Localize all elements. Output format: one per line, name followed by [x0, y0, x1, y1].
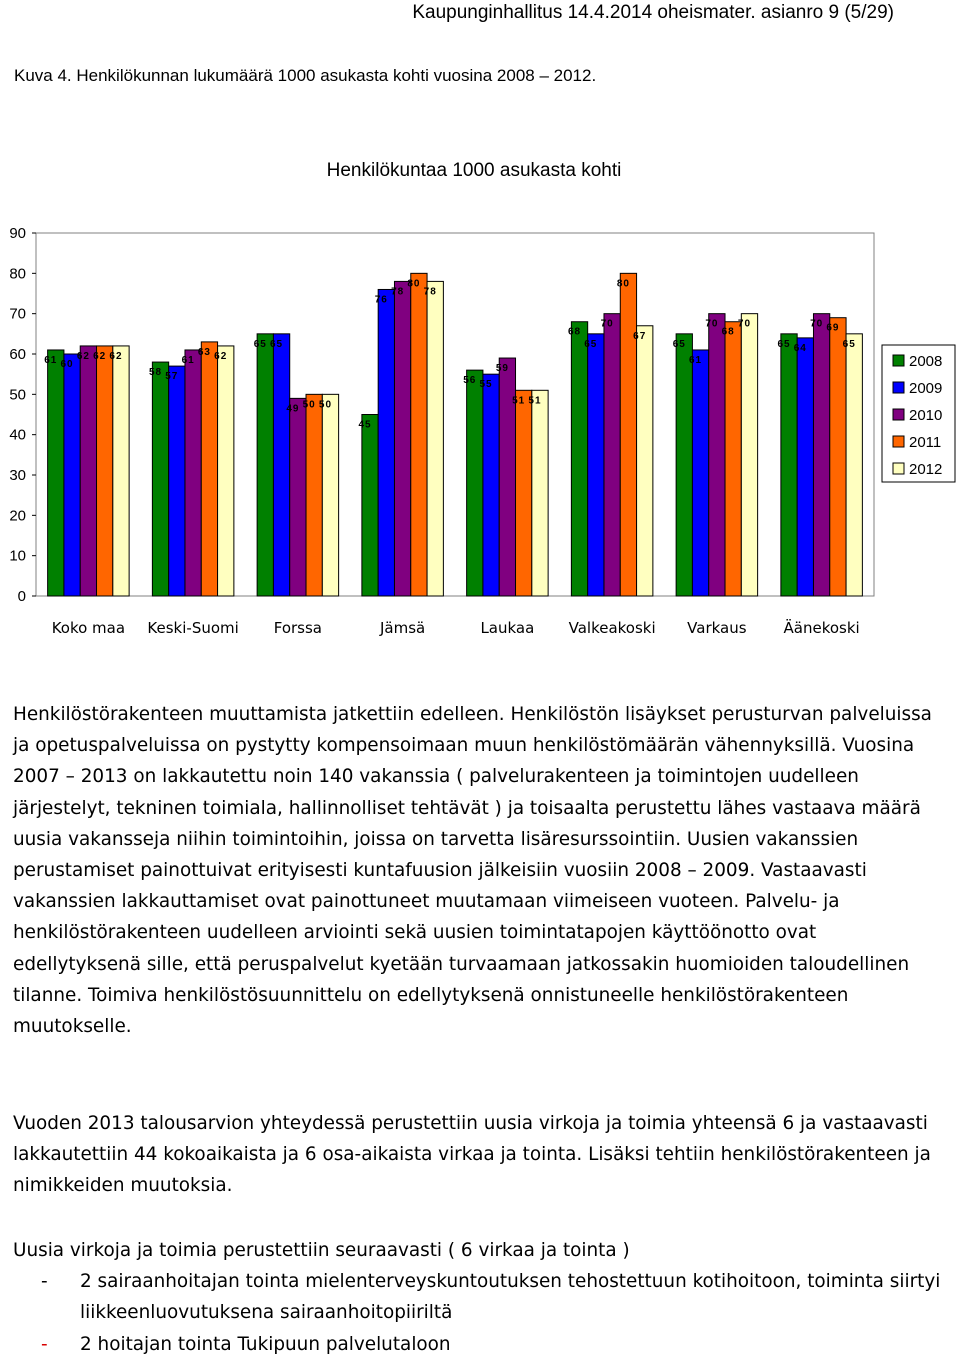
- legend-label: 2008: [909, 353, 943, 370]
- category-label: Äänekoski: [783, 619, 860, 637]
- data-label: 50: [318, 399, 333, 411]
- data-label: 55: [479, 379, 493, 391]
- data-label: 62: [93, 350, 107, 362]
- legend-swatch: [893, 409, 904, 420]
- bar: [169, 366, 185, 596]
- page-header: Kaupunginhallitus 14.4.2014 oheismater. asianro 9 (5/29): [412, 2, 894, 23]
- positions-list: [13, 1266, 943, 1360]
- data-label: 65: [672, 338, 686, 350]
- list-item: [13, 1266, 943, 1328]
- list-item-text: 2 hoitajan tointa Tukipuun palvelutaloon: [80, 1333, 451, 1355]
- bar: [394, 281, 410, 596]
- bar: [64, 354, 80, 596]
- list-item: [13, 1329, 943, 1360]
- bar: [604, 314, 620, 596]
- data-label: 67: [633, 330, 647, 342]
- data-label: 65: [253, 338, 267, 350]
- data-label: 61: [44, 354, 58, 366]
- paragraph-text: Henkilöstörakenteen muuttamista jatkettiin edelleen. Henkilöstön lisäykset perusturvan palveluissa ja opetuspalveluissa on pystytty kompensoimaan muun henkilöstömäärän vähennyksillä. Vuosina 2007 – 2013 on lakkautettu noin 140 vakanssia ( palvelurakenteen ja toimintojen uudelleen järjestelyt, tekninen toimiala, hallinnolliset tehtävät ) ja toisaalta perustettu lähes vastaava määrä uusia vakansseja niihin toimintoihin, joissa on tarvetta lisäresurssointiin. Uusien vakanssien perustamiset painottuivat erityisesti kuntafuusion jälkeisiin vuosiin 2008 – 2009. Vastaavasti vakanssien lakkauttamiset ovat painottuneet muutamaan viimeiseen vuoteen. Palvelu- ja henkilöstörakenteen uudelleen arviointi sekä uusien toimintatapojen käyttöönotto ovat edellytyksenä sille, että peruspalvelut kyetään turvaamaan jatkossakin huomioiden taloudellinen tilanne. Toimiva henkilöstösuunnittelu on edellytyksenä onnistuneelle henkilöstörakenteen muutokselle.: [13, 704, 932, 1038]
- legend-label: 2009: [909, 380, 943, 397]
- legend-swatch: [893, 463, 904, 474]
- category-label: Valkeakoski: [568, 619, 656, 637]
- data-label: 59: [495, 363, 509, 375]
- data-label: 68: [721, 326, 735, 338]
- bar: [797, 338, 813, 596]
- new-positions-section: [13, 1235, 943, 1360]
- category-label: Jämsä: [380, 619, 426, 637]
- data-label: 62: [109, 350, 123, 362]
- data-label: 70: [705, 318, 719, 330]
- data-label: 62: [76, 350, 90, 362]
- data-label: 50: [302, 399, 316, 411]
- paragraph-staff-structure: [13, 699, 943, 1042]
- bar: [741, 314, 757, 596]
- bar: [725, 322, 741, 596]
- category-label: Laukaa: [480, 619, 535, 637]
- y-tick-label: 70: [9, 305, 26, 323]
- data-label: 65: [584, 338, 598, 350]
- data-label: 61: [181, 354, 195, 366]
- data-label: 65: [270, 338, 284, 350]
- list-dash: -: [41, 1333, 48, 1355]
- data-label: 69: [826, 322, 840, 334]
- bar: [637, 326, 653, 596]
- legend-swatch: [893, 436, 904, 447]
- bar: [218, 346, 234, 596]
- bar: [499, 358, 515, 596]
- list-item-text: 2 sairaanhoitajan tointa mielenterveyskuntoutuksen tehostettuun kotihoitoon, toiminta siirtyi liikkeenluovutuksena sairaanhoitopiiriltä: [80, 1271, 941, 1324]
- bar: [830, 318, 846, 596]
- data-label: 63: [197, 346, 211, 358]
- data-label: 68: [567, 326, 582, 338]
- legend: [882, 345, 955, 482]
- data-label: 80: [616, 278, 630, 290]
- category-label: Varkaus: [687, 619, 747, 637]
- data-label: 51: [528, 395, 542, 407]
- bar: [781, 334, 797, 596]
- legend-label: 2010: [909, 407, 943, 424]
- data-label: 70: [600, 318, 614, 330]
- bar: [709, 314, 725, 596]
- bar: [532, 390, 548, 596]
- y-tick-label: 20: [9, 507, 26, 525]
- y-tick-label: 0: [17, 588, 26, 605]
- data-label: 62: [214, 350, 228, 362]
- data-label: 70: [737, 318, 752, 330]
- data-label: 45: [358, 419, 372, 431]
- list-intro: Uusia virkoja ja toimia perustettiin seuraavasti ( 6 virkaa ja tointa ): [13, 1240, 630, 1261]
- bar: [48, 350, 64, 596]
- figure-caption: Kuva 4. Henkilökunnan lukumäärä 1000 asukasta kohti vuosina 2008 – 2012.: [14, 66, 597, 85]
- bar: [257, 334, 273, 596]
- category-label: Forssa: [273, 619, 323, 637]
- y-tick-label: 30: [9, 467, 26, 484]
- bar: [692, 350, 708, 596]
- data-label: 51: [512, 395, 526, 407]
- category-label: Keski-Suomi: [147, 619, 239, 637]
- y-tick-label: 90: [9, 225, 26, 242]
- bar: [467, 370, 483, 596]
- bar: [427, 281, 443, 596]
- legend-label: 2012: [909, 461, 943, 478]
- category-label: Koko maa: [51, 619, 126, 637]
- data-label: 56: [463, 375, 477, 387]
- data-label: 65: [842, 338, 856, 350]
- paragraph-text: Vuoden 2013 talousarvion yhteydessä perustettiin uusia virkoja ja toimia yhteensä 6 ja vastaavasti lakkautettiin 44 kokoaikaista ja 6 osa-aikaista virkaa ja tointa. Lisäksi tehtiin henkilöstörakenteen ja nimikkeiden muutoksia.: [13, 1113, 931, 1197]
- data-label: 78: [391, 286, 405, 298]
- bar: [378, 289, 394, 596]
- bar: [620, 273, 636, 596]
- bar: [306, 394, 322, 596]
- y-tick-label: 10: [9, 547, 26, 565]
- bar: [813, 314, 829, 596]
- data-label: 65: [777, 338, 791, 350]
- bar: [201, 342, 217, 596]
- y-axis: [9, 225, 36, 605]
- category-labels: [52, 618, 860, 637]
- bar: [846, 334, 862, 596]
- data-label: 61: [689, 354, 703, 366]
- data-label: 64: [793, 342, 807, 354]
- data-label: 57: [165, 371, 179, 383]
- bar: [113, 346, 129, 596]
- staff-chart: [0, 150, 960, 650]
- data-label: 76: [374, 294, 388, 306]
- legend-swatch: [893, 382, 904, 393]
- data-label: 60: [60, 359, 74, 370]
- legend-label: 2011: [909, 434, 942, 451]
- chart-title: Henkilökuntaa 1000 asukasta kohti: [326, 160, 622, 181]
- y-tick-label: 50: [9, 386, 26, 404]
- bar: [80, 346, 96, 596]
- bar: [97, 346, 113, 596]
- bar: [571, 322, 587, 596]
- list-dash: -: [41, 1271, 48, 1293]
- data-label: 78: [423, 286, 437, 298]
- bar: [185, 350, 201, 596]
- bar: [588, 334, 604, 596]
- data-label: 80: [407, 278, 421, 290]
- data-label: 49: [286, 403, 300, 415]
- bar: [411, 273, 427, 596]
- bar: [483, 374, 499, 596]
- bar: [676, 334, 692, 596]
- legend-swatch: [893, 355, 904, 366]
- y-tick-label: 80: [9, 265, 26, 283]
- bar: [362, 415, 378, 597]
- bar: [152, 362, 168, 596]
- paragraph-budget-2013: [13, 1108, 943, 1202]
- bar: [290, 398, 306, 596]
- bar: [516, 390, 532, 596]
- bar: [322, 394, 338, 596]
- y-tick-label: 40: [9, 426, 26, 444]
- bar: [273, 334, 289, 596]
- data-label: 58: [148, 367, 163, 379]
- y-tick-label: 60: [9, 346, 26, 363]
- data-label: 70: [810, 318, 824, 330]
